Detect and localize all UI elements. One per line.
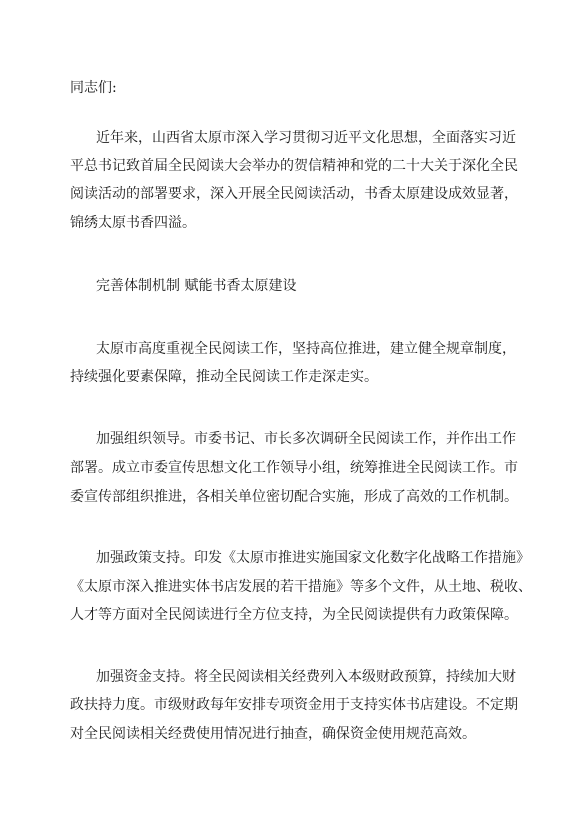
section-heading: 完善体制机制 赋能书香太原建设 <box>96 278 297 294</box>
org-line-1: 加强组织领导。市委书记、市长多次调研全民阅读工作，并作出工作 <box>96 431 516 447</box>
intro-line-3: 阅读活动的部署要求，深入开展全民阅读活动，书香太原建设成效显著， <box>70 186 518 202</box>
policy-line-3: 人才等方面对全民阅读进行全方位支持，为全民阅读提供有力政策保障。 <box>70 607 518 623</box>
funding-line-1: 加强资金支持。将全民阅读相关经费列入本级财政预算，持续加大财 <box>96 669 516 685</box>
salutation: 同志们: <box>70 80 117 96</box>
org-line-2: 部署。成立市委宣传思想文化工作领导小组，统筹推进全民阅读工作。市 <box>70 460 518 476</box>
intro-line-1: 近年来，山西省太原市深入学习贯彻习近平文化思想，全面落实习近 <box>96 130 516 146</box>
intro-line-2: 平总书记致首届全民阅读大会举办的贺信精神和党的二十大关于深化全民 <box>70 158 518 174</box>
funding-line-2: 政扶持力度。市级财政每年安排专项资金用于支持实体书店建设。不定期 <box>70 697 518 713</box>
policy-line-2: 《太原市深入推进实体书店发展的若干措施》等多个文件，从土地、税收、 <box>70 579 532 595</box>
policy-line-1: 加强政策支持。印发《太原市推进实施国家文化数字化战略工作措施》 <box>96 550 530 566</box>
section-intro-line-2: 持续强化要素保障，推动全民阅读工作走深走实。 <box>70 369 378 385</box>
section-intro-line-1: 太原市高度重视全民阅读工作，坚持高位推进，建立健全规章制度， <box>96 341 516 357</box>
intro-line-4: 锦绣太原书香四溢。 <box>70 215 196 231</box>
funding-line-3: 对全民阅读相关经费使用情况进行抽查，确保资金使用规范高效。 <box>70 726 476 742</box>
org-line-3: 委宣传部组织推进，各相关单位密切配合实施，形成了高效的工作机制。 <box>70 489 518 505</box>
